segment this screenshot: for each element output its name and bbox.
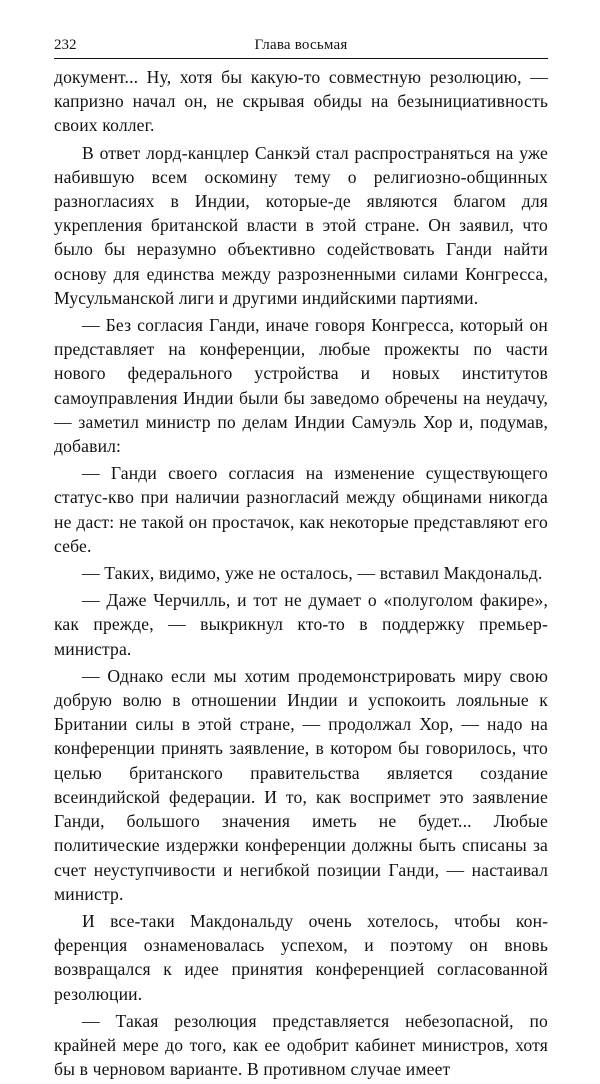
paragraph: — Однако если мы хотим продемонстрировать миру свою добрую волю в отношении Индии и успокоить лояльные к Британии силы в этой стране, — продолжал Хор, — надо на конференции принять заявление, в котором бы говорилось, что целью британского правительства является создание всеиндийской федерации. И то, как воспримет это заявление Ганди, большого значения иметь не будет... Любые политические издержки конференции должны быть списаны за счет неуступчивости и негибкой позиции Ганди, — настаивал министр. — [54, 665, 548, 904]
paragraph: — Даже Черчилль, и тот не думает о «полуголом факире», как прежде, — выкрикнул кто-то в поддержку премьер-министра. — [54, 590, 548, 659]
paragraph: — Ганди своего согласия на изменение существующего статус-кво при наличии разногласий между общинами никогда не даст: не такой он простачок, как некоторые представляют его себе. — [54, 463, 548, 556]
paragraph: В ответ лорд-канцлер Санкэй стал распространяться на уже набившую всем оскомину тему о религиозно-общинных разногласиях в Индии, которые-де являются благом для укрепления британской власти в этой стране. Он заявил, что было бы неразумно объективно содействовать Ганди найти основу для единства между разрозненными силами Конгресса, Мусульманской лиги и другими индийскими партиями. — [54, 142, 548, 308]
chapter-title: Глава восьмая — [254, 37, 348, 53]
header-rule — [54, 58, 548, 59]
page-number: 232 — [54, 37, 77, 53]
paragraph: документ... Ну, хотя бы какую-то совместную резолюцию, — капризно начал он, не скрывая обиды на безынициативность своих коллег. — [54, 67, 548, 136]
paragraph: — Без согласия Ганди, иначе говоря Конгресса, который он представляет на конференции, любые прожекты по части нового федерального устройства и новых институтов самоуправления Индии были бы заведомо обречены на неудачу, — заметил министр по делам Индии Самуэль Хор и, подумав, добавил: — [54, 315, 548, 457]
paragraph: — Такая резолюция представляется небезопасной, по крайней мере до того, как ее одобрит кабинет министров, хотя бы в черновом варианте. В противном случае имеет — [54, 1010, 548, 1080]
running-head — [54, 36, 548, 58]
paragraph: — Таких, видимо, уже не осталось, — вставил Макдональд. — [82, 563, 543, 584]
paragraph: И все-таки Макдональду очень хотелось, чтобы конференция ознаменовалась успехом, и поэтому он вновь возвращался к идее принятия конференцией согласованной резолюции. — [54, 910, 548, 1004]
book-page — [54, 36, 548, 1084]
body-text — [54, 65, 548, 1081]
